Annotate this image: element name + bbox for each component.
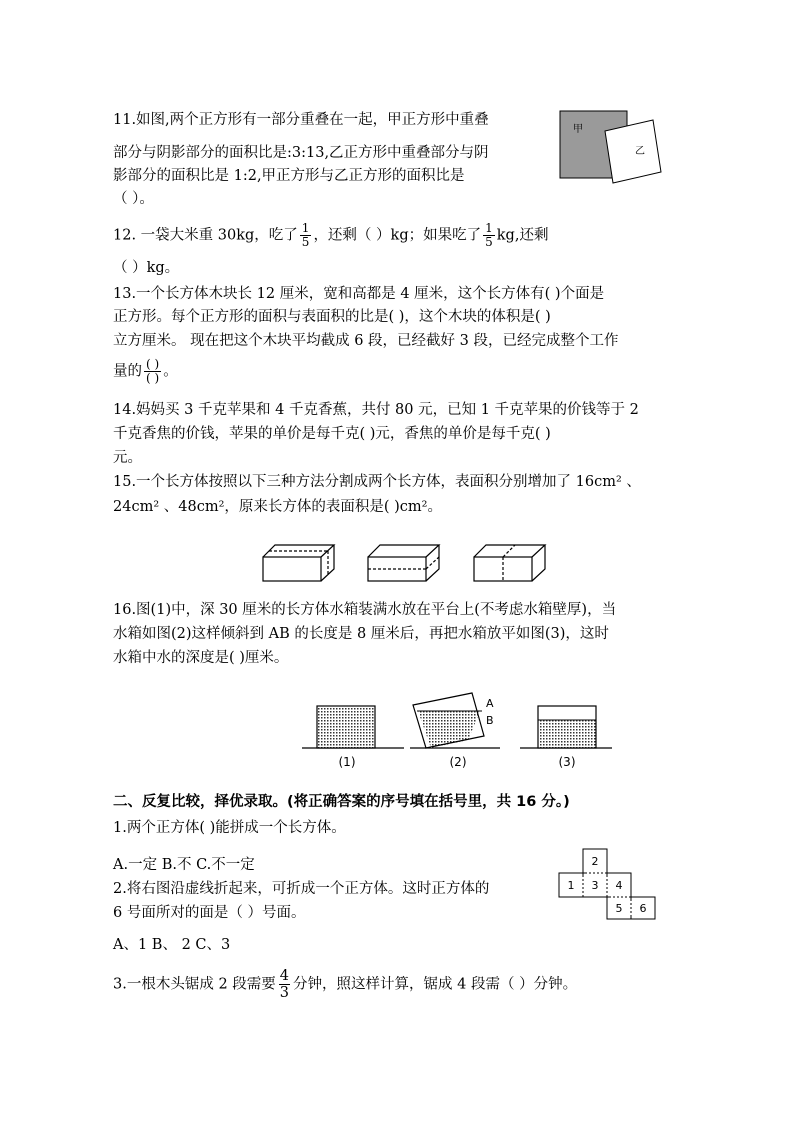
- tank-figure-3: [520, 706, 612, 769]
- tank-figure-2: [410, 693, 500, 769]
- q12-prefix: 12. 一袋大米重 30kg，吃了: [113, 227, 298, 244]
- s2-q3: [113, 968, 577, 1001]
- cube-net-figure: [558, 848, 660, 920]
- q12-line2: （ ）kg。: [113, 260, 180, 276]
- net-face-6: 6: [639, 902, 647, 915]
- caption-1: (1): [338, 755, 356, 769]
- label-yi: 乙: [635, 146, 645, 157]
- label-b: B: [486, 714, 494, 727]
- net-face-2: 2: [591, 855, 599, 868]
- q12-line1: [113, 222, 548, 249]
- s2-q3-suffix: 分钟，照这样计算，锯成 4 段需（ ）分钟。: [293, 976, 578, 993]
- net-face-3: 3: [591, 879, 599, 892]
- q12-suffix: kg,还剩: [496, 227, 549, 244]
- q13-line4: 量的 $\frac{( )}{( )}$ 。: [113, 357, 178, 385]
- s2-q3-prefix: 3.一根木头锯成 2 段需要: [113, 976, 276, 993]
- q13-prefix: 量的: [113, 363, 142, 380]
- q16-line1: 16.图(1)中，深 30 厘米的长方体水箱装满水放在平台上(不考虑水箱壁厚)，当: [113, 602, 617, 618]
- section2-title: 二、反复比较，择优录取。(将正确答案的序号填在括号里，共 16 分。): [113, 794, 570, 810]
- s2-q2-options: A、1 B、 2 C、3: [113, 937, 231, 953]
- q13-line3: 立方厘米。 现在把这个木块平均截成 6 段，已经截好 3 段，已经完成整个工作: [113, 333, 619, 349]
- net-face-1: 1: [567, 879, 575, 892]
- q13-line1: 13.一个长方体木块长 12 厘米，宽和高都是 4 厘米，这个长方体有( )个面是: [113, 286, 605, 302]
- label-a: A: [486, 697, 494, 710]
- overlapping-squares-figure: [555, 108, 665, 186]
- label-jia: 甲: [573, 124, 583, 135]
- caption-2: (2): [449, 755, 467, 769]
- net-face-4: 4: [615, 879, 623, 892]
- q15-line2: 24cm² 、48cm²，原来长方体的表面积是( )cm²。: [113, 499, 442, 515]
- s2-q2-line2: 6 号面所对的面是（ ）号面。: [113, 905, 306, 921]
- water-tank-figures: [300, 690, 620, 772]
- q11-line2: 部分与阴影部分的面积比是:3:13,乙正方形中重叠部分与阴: [113, 145, 489, 161]
- q11-line3: 影部分的面积比是 1:2,甲正方形与乙正方形的面积比是: [113, 168, 465, 184]
- q11-line1: 11.如图,两个正方形有一部分重叠在一起，甲正方形中重叠: [113, 112, 489, 128]
- s2-q1: 1.两个正方体( )能拼成一个长方体。: [113, 820, 346, 836]
- q12-fraction-2: $\frac{1}{5}$: [485, 221, 493, 249]
- cuboid-cut-figures: [262, 543, 552, 585]
- q16-line3: 水箱中水的深度是( )厘米。: [113, 650, 289, 666]
- s2-q2-line1: 2.将右图沿虚线折起来，可折成一个正方体。这时正方体的: [113, 881, 490, 897]
- q14-line1: 14.妈妈买 3 千克苹果和 4 千克香蕉，共付 80 元，已知 1 千克苹果的价钱等于 2: [113, 402, 639, 418]
- caption-3: (3): [558, 755, 576, 769]
- q14-line3: 元。: [113, 450, 142, 466]
- cuboid-2: [368, 545, 439, 581]
- s2-q1-options: A.一定 B.不 C.不一定: [113, 857, 255, 873]
- q12-fraction-1: $\frac{1}{5}$: [301, 221, 310, 249]
- q16-line2: 水箱如图(2)这样倾斜到 AB 的长度是 8 厘米后，再把水箱放平如图(3)，这时: [113, 626, 609, 642]
- q15-line1: 15.一个长方体按照以下三种方法分割成两个长方体，表面积分别增加了 16cm² 、: [113, 474, 641, 490]
- q13-blank-fraction: $\frac{( )}{( )}$: [146, 357, 160, 385]
- q12-middle: ，还剩（ ）kg；如果吃了: [313, 227, 482, 244]
- s2-q3-fraction: $\frac{4}{3}$: [279, 968, 290, 1001]
- cuboid-1: [263, 545, 334, 581]
- tank-figure-1: [302, 706, 404, 769]
- q14-line2: 千克香焦的价钱，苹果的单价是每千克( )元，香焦的单价是每千克( ): [113, 426, 551, 442]
- q11-line4: （ ）。: [113, 191, 154, 207]
- net-face-5: 5: [615, 902, 623, 915]
- cuboid-3: [474, 545, 545, 581]
- q13-line2: 正方形。每个正方形的面积与表面积的比是( )，这个木块的体积是( ): [113, 309, 551, 325]
